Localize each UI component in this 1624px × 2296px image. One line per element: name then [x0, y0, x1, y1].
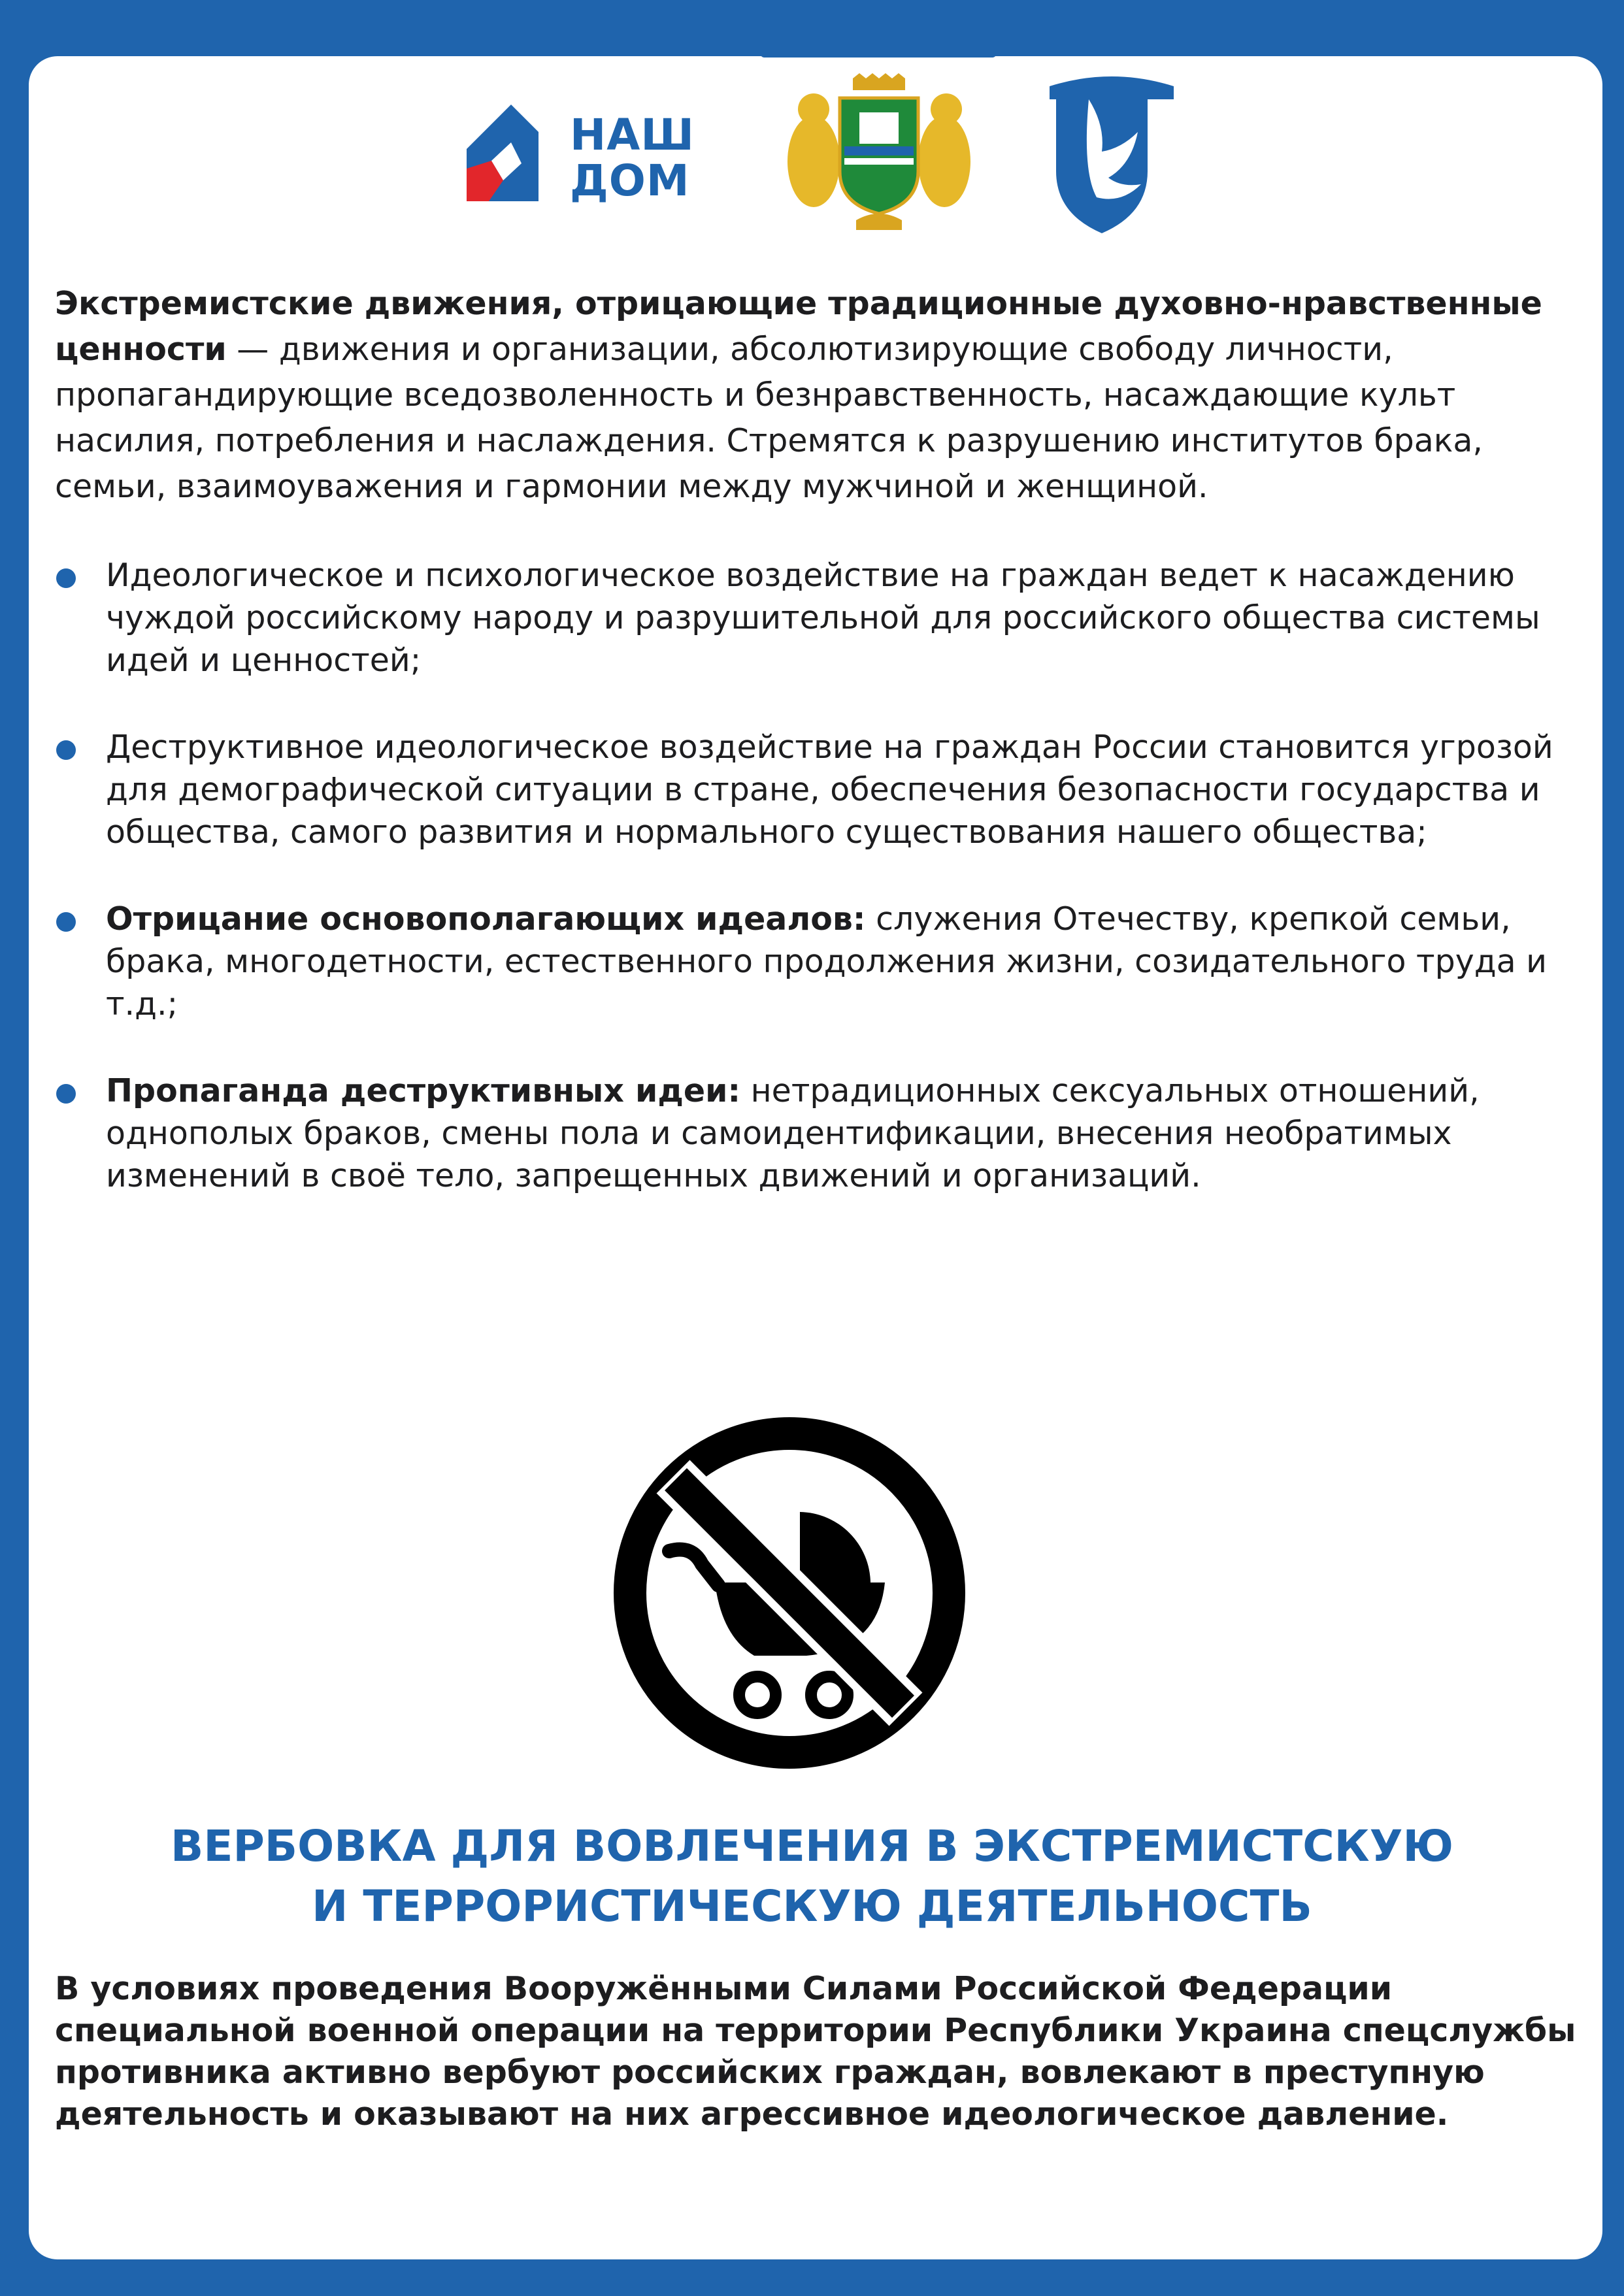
bullet-lead: Отрицание основополагающих идеалов: [106, 900, 866, 938]
bullet-dot-icon [56, 740, 76, 760]
house-map-icon [465, 103, 550, 214]
list-item [55, 726, 1578, 853]
no-stroller-icon [610, 1414, 969, 1772]
coat-of-arms-icon [784, 73, 974, 237]
bullet-dot-icon [56, 568, 76, 588]
nashdom-logo [465, 103, 701, 214]
section-heading [0, 1816, 1624, 1937]
shield-dove-icon [1043, 73, 1180, 243]
nashdom-wordmark [570, 112, 695, 204]
list-item [55, 898, 1578, 1025]
logo-bar [0, 0, 1624, 261]
bullet-text: нетрадиционных сексуальных отношений, однополых браков, смены пола и самоидентификации, внесения необратимых изменений в своё тело, запрещенных движений и организаций. [106, 1072, 1480, 1194]
bullet-dot-icon [56, 1084, 76, 1104]
intro-lead: Экстремистские движения, отрицающие традиционные духовно-нравственные ценности [55, 285, 1542, 368]
list-item [55, 554, 1578, 681]
main-content [55, 281, 1578, 1241]
bullet-text: служения Отечеству, крепкой семьи, брака, многодетности, естественного продолжения жизни, созидательного труда и т.д.; [106, 900, 1548, 1023]
list-item [55, 1070, 1578, 1197]
bullet-text: Деструктивное идеологическое воздействие на граждан России становится угрозой для демографической ситуации в стране, обеспечения безопасности государства и общества, самого развития и нормального существования нашего общества; [106, 729, 1553, 851]
heading-line-2: И ТЕРРОРИСТИЧЕСКУЮ ДЕЯТЕЛЬНОСТЬ [312, 1881, 1312, 1931]
intro-paragraph [55, 281, 1578, 510]
intro-text: — движения и организации, абсолютизирующие свободу личности, пропагандирующие вседозволенность и безнравственность, насаждающие культ насилия, потребления и наслаждения. Стремятся к разрушению институтов брака, семьи, взаимоуважения и гармонии между мужчиной и женщиной. [55, 331, 1483, 505]
bullet-dot-icon [56, 912, 76, 932]
bullet-list [55, 554, 1578, 1197]
bullet-lead: Пропаганда деструктивных идеи: [106, 1072, 741, 1109]
outro-paragraph: В условиях проведения Вооружёнными Силами Российской Федерации специальной военной операции на территории Республики Украина спецслужбы противника активно вербуют российских граждан, вовлекают в преступную деятельность и оказывают на них агрессивное идеологическое давление. [55, 1970, 1576, 2133]
nashdom-line-2: ДОМ [570, 156, 690, 206]
nashdom-line-1: НАШ [570, 110, 695, 160]
bullet-text: Идеологическое и психологическое воздействие на граждан ведет к насаждению чуждой российскому народу и разрушительной для российского общества системы идей и ценностей; [106, 557, 1540, 679]
heading-line-1: ВЕРБОВКА ДЛЯ ВОВЛЕЧЕНИЯ В ЭКСТРЕМИСТСКУЮ [171, 1821, 1453, 1871]
